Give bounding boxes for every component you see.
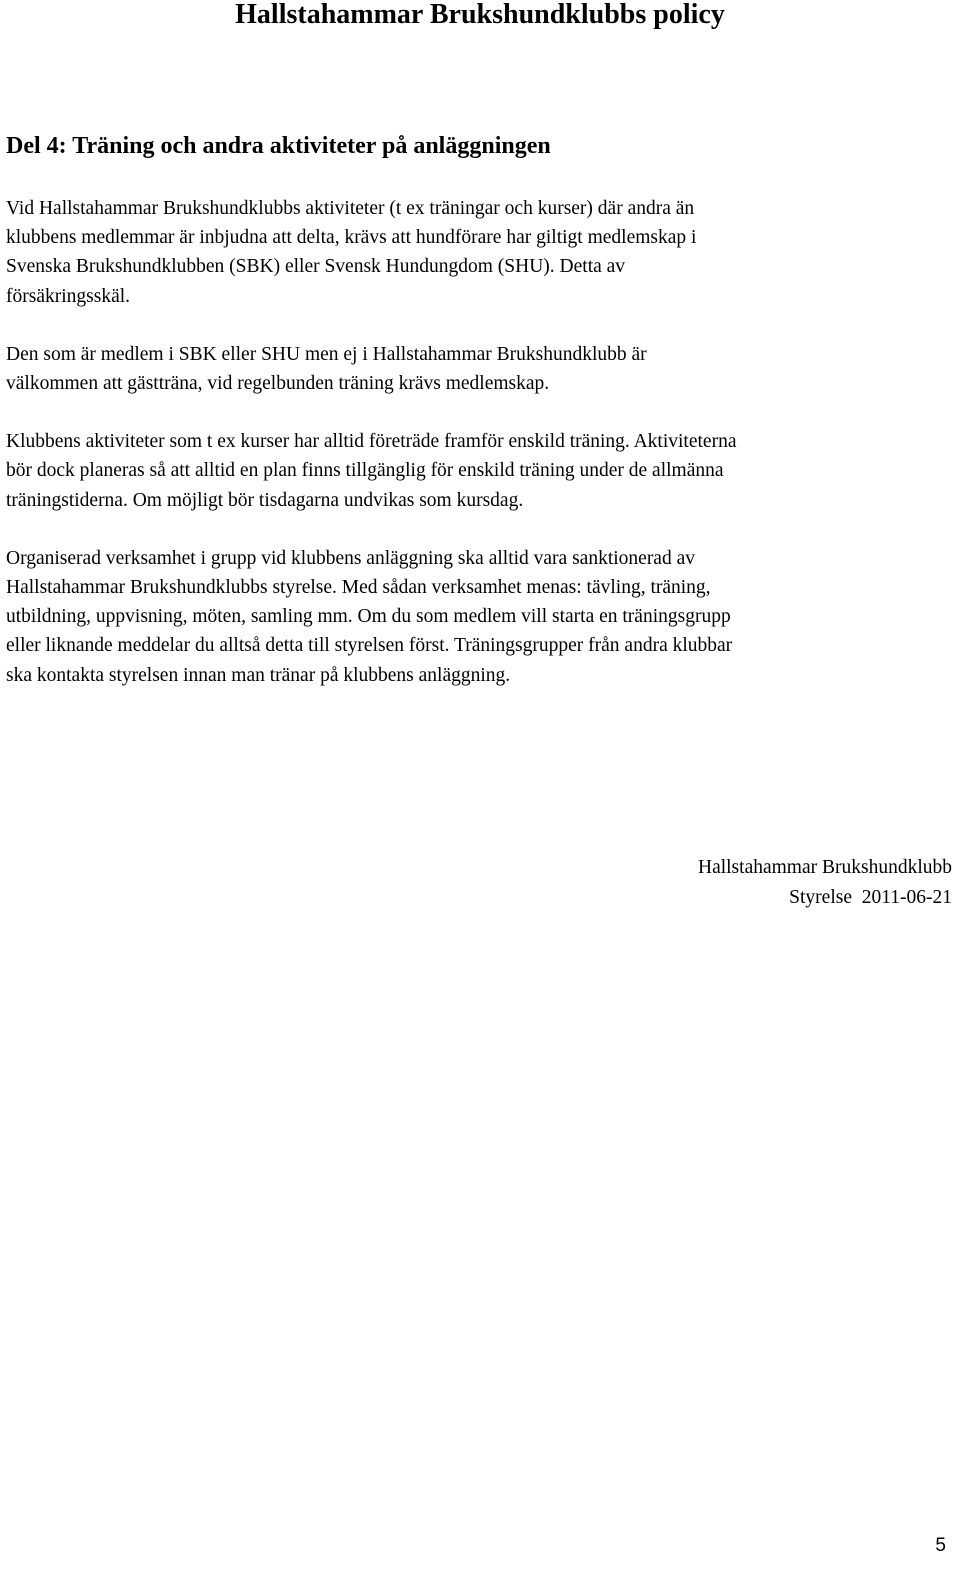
signature-organization: Hallstahammar Brukshundklubb	[697, 857, 952, 878]
section-heading: Del 4: Träning och andra aktiviteter på anläggningen	[6, 133, 551, 159]
signature-board-date: Styrelse 2011-06-21	[789, 886, 952, 908]
paragraph-organized-activities: Organiserad verksamhet i grupp vid klubbens anläggning ska alltid vara sanktionerad av Hallstahammar Brukshundklubbs styrelse. Med sådan verksamhet menas: tävling, träning, utbildning, uppvisning, möten, samling mm. Om du som medlem vill starta en träningsgrupp eller liknande meddelar du alltså detta till styrelsen först. Träningsgrupper från andra klubbar ska kontakta styrelsen innan man tränar på klubbens anläggning.	[6, 547, 733, 686]
paragraph-activity-priority: Klubbens aktiviteter som t ex kurser har alltid företräde framför enskild träning. Aktiviteterna bör dock planeras så att alltid en plan finns tillgänglig för enskild träning under de allmänna träningstiderna. Om möjligt bör tisdagarna undvikas som kursdag.	[6, 431, 737, 511]
signature-block	[698, 853, 952, 912]
page-number: 5	[935, 1535, 946, 1556]
page-title: Hallstahammar Brukshundklubbs policy	[235, 0, 725, 30]
paragraph-membership-requirement: Vid Hallstahammar Brukshundklubbs aktiviteter (t ex träningar och kurser) där andra än klubbens medlemmar är inbjudna att delta, krävs att hundförare har giltigt medlemskap i Svenska Brukshundklubben (SBK) eller Svensk Hundungdom (SHU). Detta av försäkringsskäl.	[6, 198, 697, 307]
paragraph-guest-training: Den som är medlem i SBK eller SHU men ej i Hallstahammar Brukshundklubb är välkommen att gästträna, vid regelbunden träning krävs medlemskap.	[6, 343, 647, 395]
body-text	[6, 194, 946, 719]
